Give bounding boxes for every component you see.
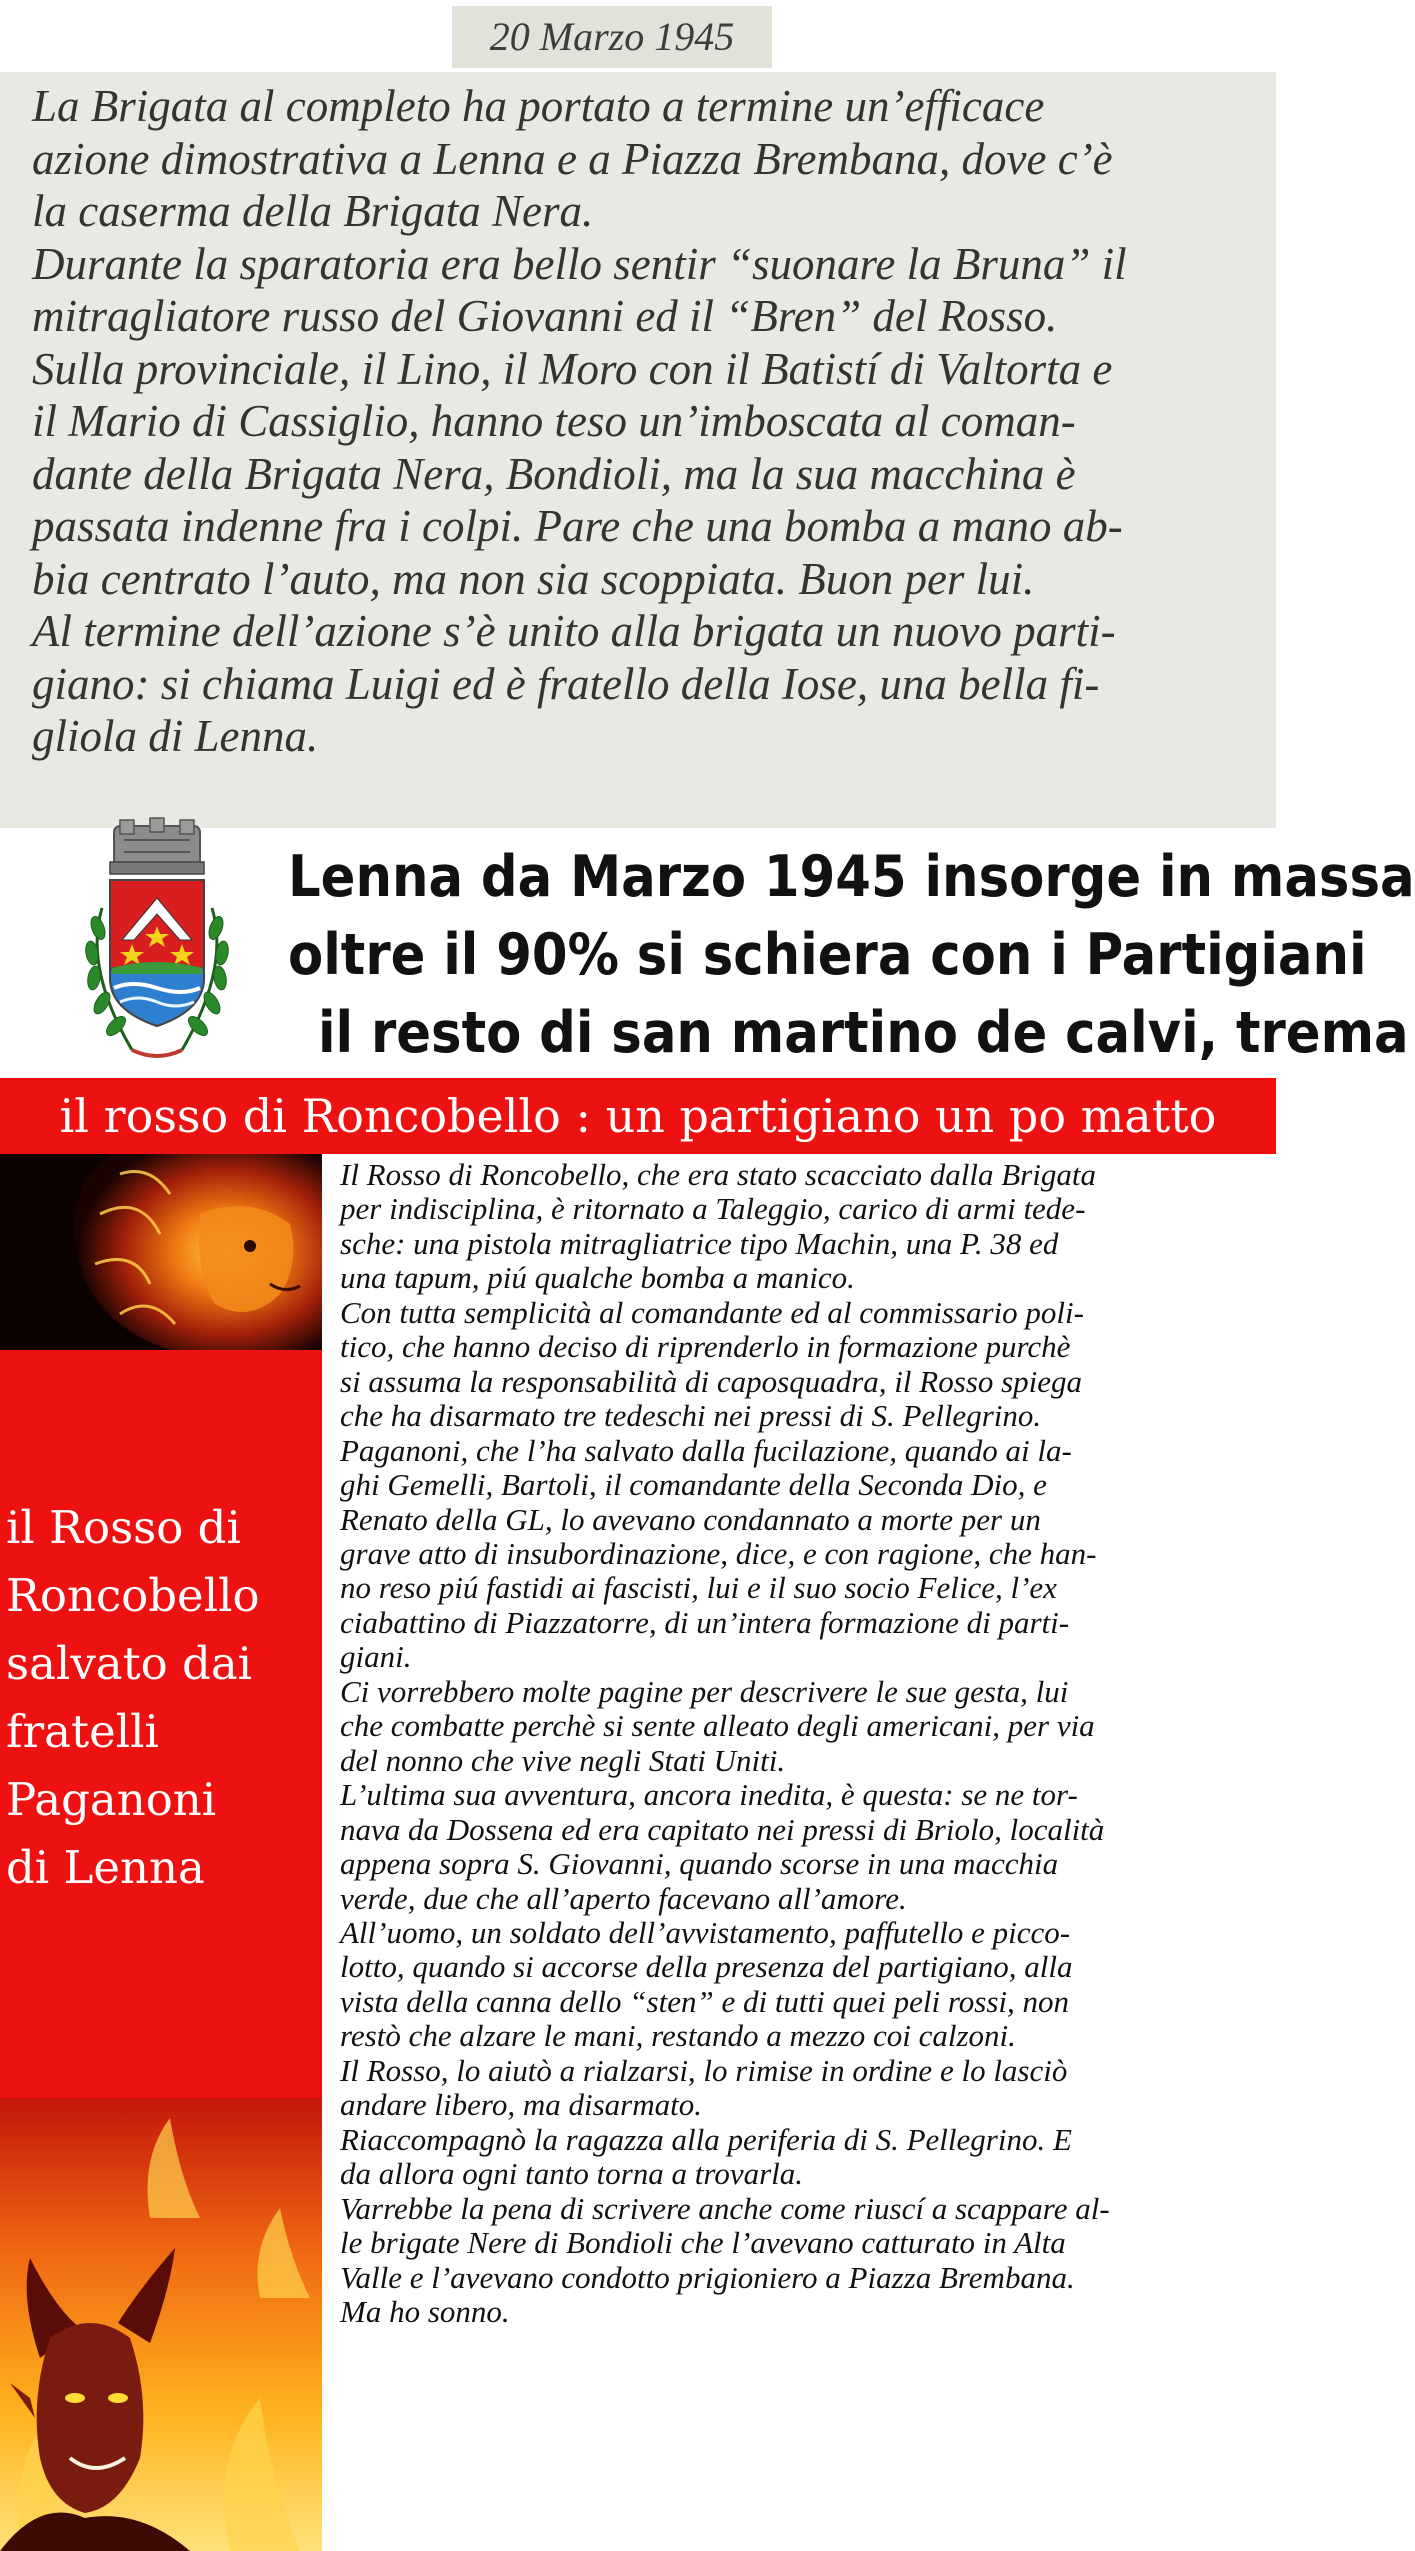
story-line: ciabattino di Piazzatorre, di un’intera formazione di parti- <box>340 1604 1070 1640</box>
story-line: per indisciplina, è ritornato a Taleggio, carico di armi tede- <box>340 1191 1086 1227</box>
diary-line: La Brigata al completo ha portato a termine un’efficace <box>32 81 1045 131</box>
story-line: giani. <box>340 1639 412 1675</box>
diary-date: 20 Marzo 1945 <box>452 6 772 68</box>
story-line: Renato della GL, lo avevano condannato a morte per un <box>340 1501 1041 1537</box>
story-line: del nonno che vive negli Stati Uniti. <box>340 1742 786 1778</box>
story-line: verde, due che all’aperto facevano all’amore. <box>340 1880 907 1916</box>
diary-line: Durante la sparatoria era bello sentir “suonare la Bruna” il <box>32 238 1127 289</box>
fire-lion-image <box>0 1154 322 1350</box>
story-line: Varrebbe la pena di scrivere anche come riuscí a scappare al- <box>340 2190 1110 2226</box>
story-line: restò che alzare le mani, restando a mezzo coi calzoni. <box>340 2018 1016 2054</box>
diary-line: dante della Brigata Nera, Bondioli, ma la sua macchina è <box>32 448 1076 499</box>
side-caption-line: salvato dai <box>6 1637 253 1690</box>
side-caption-line: Paganoni <box>6 1773 217 1826</box>
diary-line: la caserma della Brigata Nera. <box>32 186 594 236</box>
story-line: Il Rosso di Roncobello, che era stato scacciato dalla Brigata <box>340 1157 1096 1192</box>
diary-line: Sulla provinciale, il Lino, il Moro con il Batistí di Valtorta e <box>32 343 1113 394</box>
story-line: Ma ho sonno. <box>340 2293 510 2329</box>
diary-line: giano: si chiama Luigi ed è fratello della Iose, una bella fi- <box>32 658 1100 709</box>
diary-line: bia centrato l’auto, ma non sia scoppiata. Buon per lui. <box>32 553 1035 604</box>
story-line: Ci vorrebbero molte pagine per descrivere le sue gesta, lui <box>340 1673 1069 1709</box>
story-line: Il Rosso, lo aiutò a rialzarsi, lo rimise in ordine e lo lasciò <box>340 2052 1068 2088</box>
headline-line-1: Lenna da Marzo 1945 insorge in massa <box>288 844 1415 910</box>
side-caption <box>6 1494 318 1902</box>
story-line: grave atto di insubordinazione, dice, e con ragione, che han- <box>340 1535 1097 1571</box>
side-caption-line: il Rosso di <box>6 1501 241 1554</box>
crown-icon <box>110 818 204 874</box>
diary-line: mitragliatore russo del Giovanni ed il “Bren” del Rosso. <box>32 291 1058 341</box>
story-line: sche: una pistola mitragliatrice tipo Machin, una P. 38 ed <box>340 1225 1059 1261</box>
diary-line: passata indenne fra i colpi. Pare che una bomba a mano ab- <box>32 501 1123 551</box>
banner-title: il rosso di Roncobello : un partigiano un po matto <box>59 1089 1217 1143</box>
story-line: no reso piú fastidi ai fascisti, lui e il suo socio Felice, l’ex <box>340 1570 1057 1606</box>
fire-devil-image <box>0 2098 322 2551</box>
story-line: Paganoni, che l’ha salvato dalla fucilazione, quando ai la- <box>340 1432 1072 1468</box>
story-line: nava da Dossena ed era capitato nei pressi di Briolo, località <box>340 1811 1105 1847</box>
story-line: le brigate Nere di Bondioli che l’avevano catturato in Alta <box>340 2225 1066 2261</box>
story-line: Valle e l’avevano condotto prigioniero a Piazza Brembana. <box>340 2259 1075 2295</box>
diary-line: Al termine dell’azione s’è unito alla brigata un nuovo parti- <box>32 606 1116 656</box>
diary-text <box>32 80 1272 763</box>
side-caption-line: fratelli <box>6 1705 159 1758</box>
story-line: una tapum, piú qualche bomba a manico. <box>340 1260 855 1296</box>
story-line: L’ultima sua avventura, ancora inedita, è questa: se ne tor- <box>340 1777 1078 1813</box>
story-line: Riaccompagnò la ragazza alla periferia di S. Pellegrino. E <box>340 2121 1072 2157</box>
lenna-coat-of-arms-icon <box>62 818 252 1068</box>
story-line: da allora ogni tanto torna a trovarla. <box>340 2156 804 2192</box>
story-line: si assuma la responsabilità di caposquadra, il Rosso spiega <box>340 1363 1083 1399</box>
diary-line: il Mario di Cassiglio, hanno teso un’imboscata al coman- <box>32 396 1076 446</box>
story-text <box>340 1158 1270 2329</box>
story-line: lotto, quando si accorse della presenza del partigiano, alla <box>340 1949 1073 1985</box>
side-caption-line: di Lenna <box>6 1841 205 1894</box>
story-line: che ha disarmato tre tedeschi nei pressi di S. Pellegrino. <box>340 1398 1042 1434</box>
diary-line: azione dimostrativa a Lenna e a Piazza Brembana, dove c’è <box>32 133 1113 184</box>
story-line: andare libero, ma disarmato. <box>340 2087 702 2123</box>
side-caption-line: Roncobello <box>6 1569 260 1622</box>
story-line: che combatte perchè si sente alleato degli americani, per via <box>340 1708 1095 1744</box>
headline-line-3: il resto di san martino de calvi, trema <box>318 1000 1409 1066</box>
headline <box>288 838 1415 1072</box>
story-line: vista della canna dello “sten” e di tutti quei peli rossi, non <box>340 1983 1070 2019</box>
headline-line-2: oltre il 90% si schiera con i Partigiani <box>288 922 1367 988</box>
story-line: ghi Gemelli, Bartoli, il comandante della Seconda Dio, e <box>340 1467 1047 1503</box>
story-line: Con tutta semplicità al comandante ed al commissario poli- <box>340 1294 1084 1330</box>
diary-line: gliola di Lenna. <box>32 711 319 761</box>
story-line: appena sopra S. Giovanni, quando scorse in una macchia <box>340 1846 1059 1882</box>
story-line: All’uomo, un soldato dell’avvistamento, paffutello e picco- <box>340 1914 1071 1950</box>
story-line: tico, che hanno deciso di riprenderlo in formazione purchè <box>340 1329 1071 1365</box>
